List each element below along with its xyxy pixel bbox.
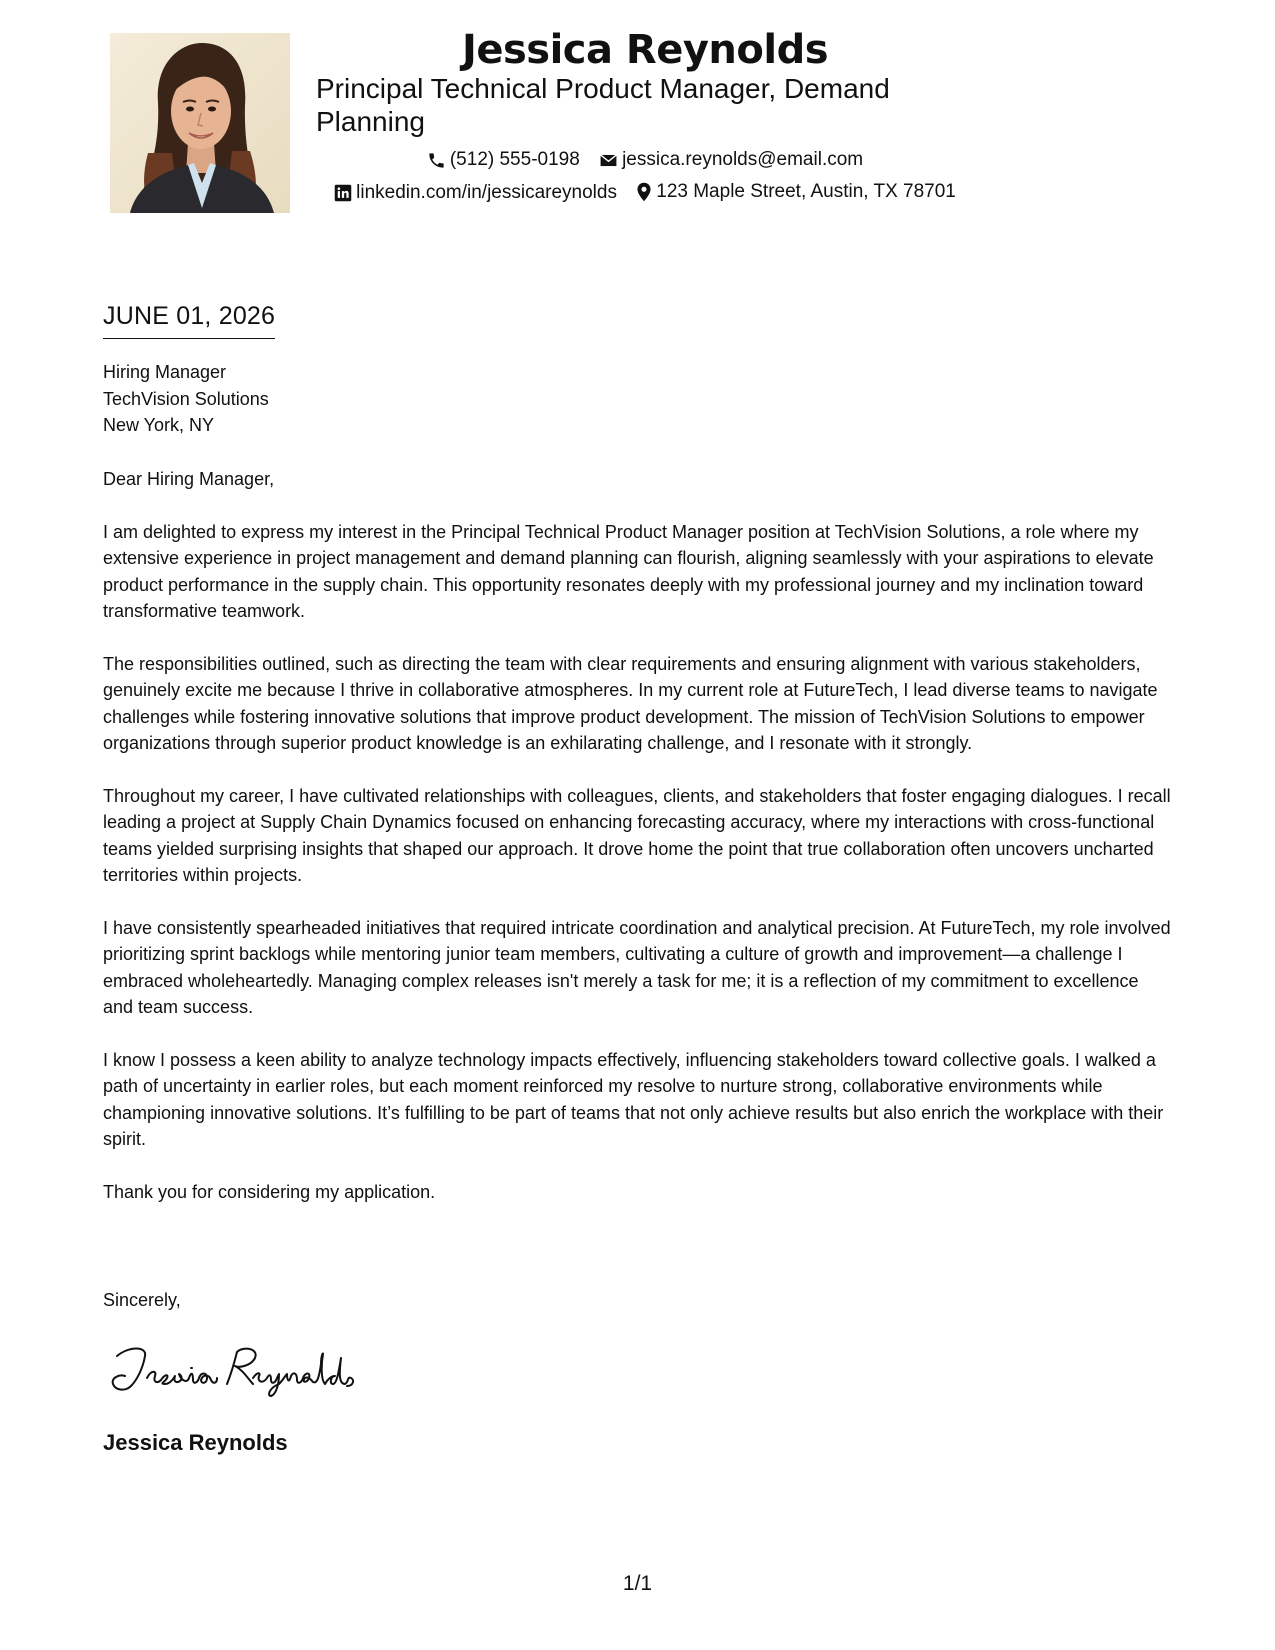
applicant-name: Jessica Reynolds	[461, 27, 829, 73]
closing: Sincerely,	[103, 1290, 181, 1310]
portrait-photo-icon	[110, 33, 290, 213]
handwritten-signature	[103, 1340, 363, 1403]
contact-linkedin[interactable]	[334, 181, 617, 205]
signer-name: Jessica Reynolds	[103, 1430, 288, 1455]
recipient-line: TechVision Solutions	[103, 388, 269, 409]
contact-email[interactable]	[599, 148, 863, 172]
map-pin-icon	[636, 182, 652, 202]
linkedin-text: linkedin.com/in/jessicareynolds	[356, 182, 617, 203]
contact-phone[interactable]	[427, 148, 580, 172]
signature-image	[103, 1340, 363, 1398]
contact-row-1	[300, 148, 990, 177]
envelope-icon	[599, 151, 618, 170]
phone-icon	[427, 151, 446, 170]
salutation: Dear Hiring Manager,	[103, 469, 275, 489]
applicant-job-title: Principal Technical Product Manager, Demand Planning	[316, 73, 890, 137]
recipient-line: New York, NY	[103, 415, 215, 435]
body-paragraph: I have consistently spearheaded initiatives that required intricate coordination and analytical precision. At FutureTech, my role involved prioritizing sprint backlogs while mentoring junior team members, cultivating a culture of growth and improvement—a challenge I embraced wholeheartedly. Managing complex releases isn't merely a task for me; it is a reflection of my commitment to excellence and team success.	[103, 917, 1171, 1017]
recipient-line: Hiring Manager	[103, 362, 227, 382]
phone-text: (512) 555-0198	[449, 149, 580, 170]
page-number: 1/1	[622, 1572, 653, 1595]
email-text: jessica.reynolds@email.com	[622, 149, 864, 170]
address-text: 123 Maple Street, Austin, TX 78701	[656, 181, 956, 202]
letter-body	[103, 466, 1173, 1231]
profile-photo	[110, 33, 290, 213]
body-paragraph: The responsibilities outlined, such as directing the team with clear requirements and ensuring alignment with various stakeholders, genuinely excite me because I thrive in collaborative atmospheres. In my current role at FutureTech, I lead diverse teams to navigate challenges while fostering innovative solutions that improve product development. The mission of TechVision Solutions to empower organizations through superior product knowledge is an exhilarating challenge, and I resonate with it strongly.	[103, 653, 1158, 753]
body-paragraph: I know I possess a keen ability to analyze technology impacts effectively, influencing stakeholders toward collective goals. I walked a path of uncertainty in earlier roles, but each moment reinforced my resolve to nurture strong, collaborative environments while championing innovative solutions. It’s fulfilling to be part of teams that not only achieve results but also enrich the workplace with their spirit.	[103, 1049, 1164, 1149]
body-paragraph: Thank you for considering my application.	[103, 1181, 436, 1202]
body-paragraph: Throughout my career, I have cultivated relationships with colleagues, clients, and stakeholders that foster engaging dialogues. I recall leading a project at Supply Chain Dynamics focused on enhancing forecasting accuracy, where my interactions with cross-functional teams yielded surprising insights that shaped our approach. It drove home the point that true collaboration often uncovers uncharted territories within projects.	[103, 785, 1171, 885]
contact-row-2	[300, 180, 990, 209]
recipient-block	[103, 359, 269, 439]
body-paragraph: I am delighted to express my interest in the Principal Technical Product Manager position at TechVision Solutions, a role where my extensive experience in project management and demand planning can flourish, aligning seamlessly with your aspirations to elevate product performance in the supply chain. This opportunity resonates deeply with my professional journey and my inclination toward transformative teamwork.	[103, 521, 1154, 621]
letter-date: JUNE 01, 2026	[103, 300, 275, 339]
contact-address	[636, 180, 956, 204]
linkedin-icon	[334, 184, 352, 202]
